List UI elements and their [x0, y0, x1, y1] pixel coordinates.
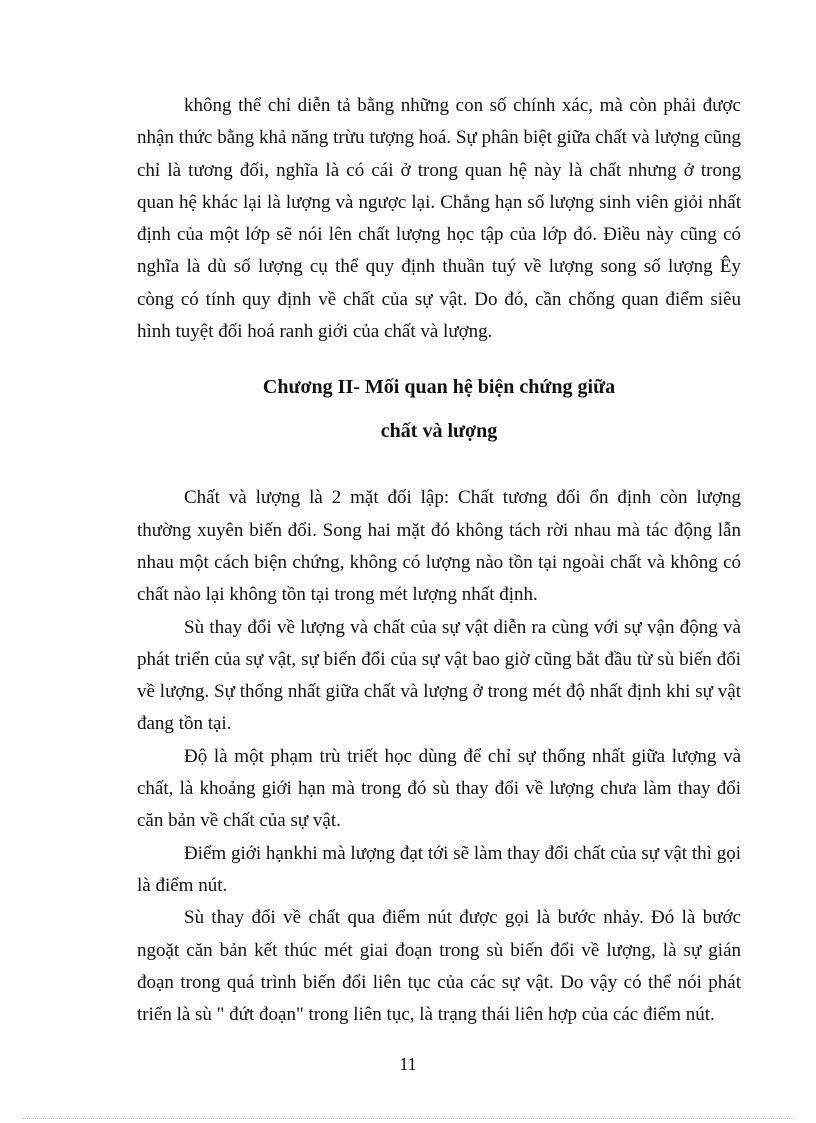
paragraph-quantity-change: Sù thay đổi về lượng và chất của sự vật diễn ra cùng với sự vận động và phát triển của sự vật, sự biến đổi của sự vật bao giờ cũng bắt đầu từ sù biến đổi về lượng. Sự thống nhất giữa chất và lượng ở trong mét độ nhất định khi sự vật đang tồn tại. [137, 616, 741, 735]
paragraph-nodal-point: Điểm giới hạnkhi mà lượng đạt tới sẽ làm thay đổi chất của sự vật thì gọi là điểm nút. [137, 842, 741, 896]
paragraph-opposites: Chất và lượng là 2 mặt đối lập: Chất tương đối ổn định còn lượng thường xuyên biến đổi. Song hai mặt đó không tách rời nhau mà tác động lẫn nhau một cách biện chứng, không có lượng nào tồn tại ngoài chất và không có chất nào lại không tồn tại trong mét lượng nhất định. [137, 487, 741, 606]
paragraph-measure: Độ là một phạm trù triết học dùng để chỉ sự thống nhất giữa lượng và chất, là khoảng giới hạn mà trong đó sù thay đổi về lượng chưa làm thay đổi căn bản về chất của sự vật. [137, 745, 741, 832]
page-bottom-divider [22, 1118, 794, 1119]
chapter-heading-line-2: chất và lượng [380, 420, 498, 443]
paragraph-leap: Sù thay đổi về chất qua điểm nút được gọi là bước nhảy. Đó là bước ngoặt căn bản kết thúc mét giai đoạn trong sù biến đổi về lượng, là sự gián đoạn trong quá trình biến đổi liên tục của các sự vật. Do vậy có thể nói phát triển là sù " đứt đoạn" trong liên tục, là trạng thái liên hợp của các điểm nút. [137, 907, 741, 1026]
paragraph-continuation: không thể chỉ diễn tả bằng những con số chính xác, mà còn phải được nhận thức bằng khả năng trừu tượng hoá. Sự phân biệt giữa chất và lượng cũng chỉ là tương đối, nghĩa là có cái ở trong quan hệ này là chất nhưng ở trong quan hệ khác lại là lượng và ngược lại. Chẳng hạn số lượng sinh viên giỏi nhất định của một lớp sẽ nói lên chất lượng học tập của lớp đó. Điều này cũng có nghĩa là dù số lượng cụ thể quy định thuần tuý về lượng song số lượng Êy còng có tính quy định về chất của sự vật. Do đó, cần chống quan điểm siêu hình tuyệt đối hoá ranh giới của chất và lượng. [137, 95, 741, 343]
chapter-heading [137, 371, 741, 447]
chapter-heading-line-1: Chương II- Mối quan hệ biện chứng giữa [262, 376, 616, 399]
page-content [137, 90, 741, 1031]
page-number: 11 [399, 1054, 417, 1074]
